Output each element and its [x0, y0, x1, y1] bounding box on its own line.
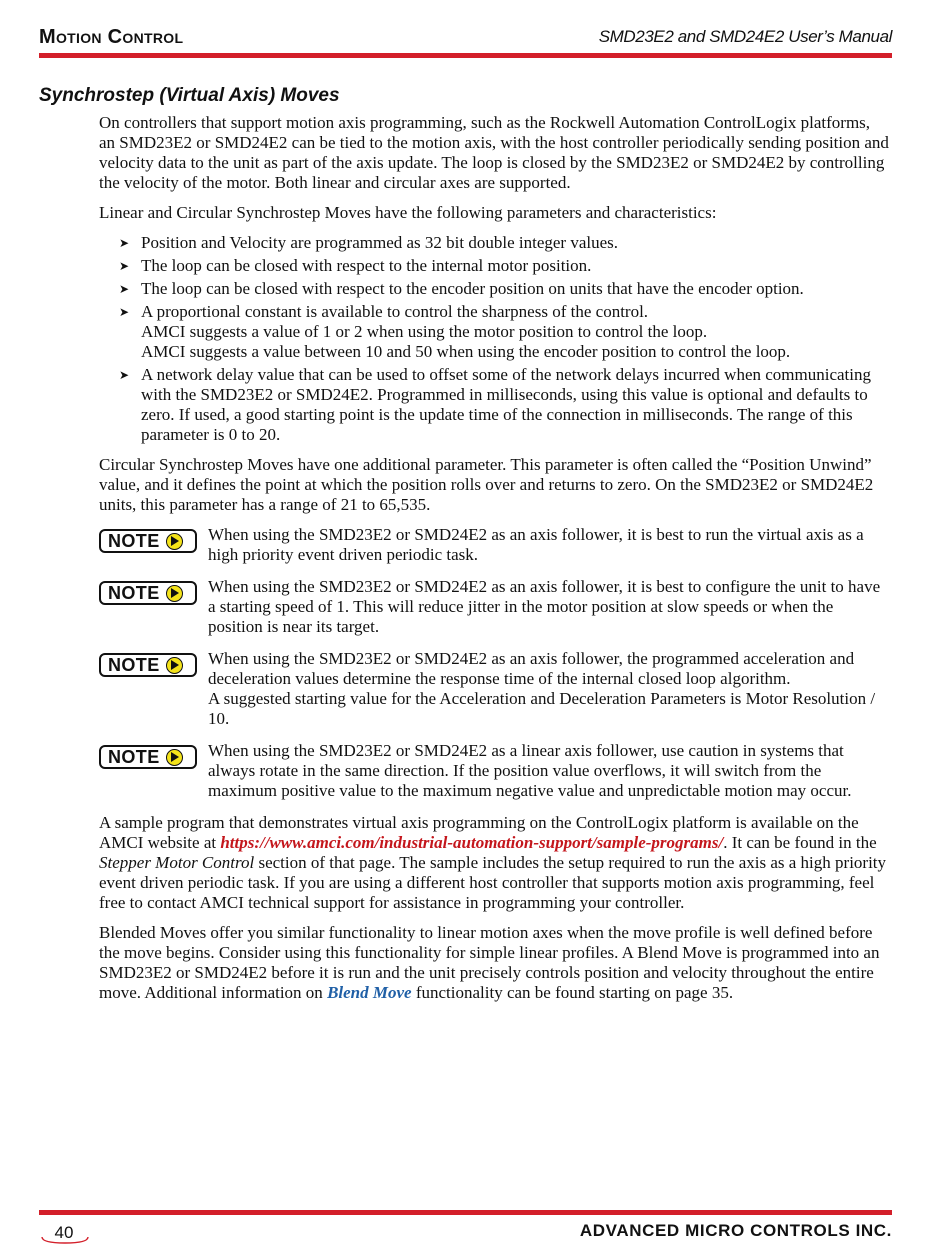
list-item-text: A network delay value that can be used to offset some of the network delays incurred when communicating with the SMD23E2 or SMD24E2. Programmed in milliseconds, using this value is optional and defaults to zero. If used, a good starting point is the update time of the connection in milliseconds. The range of this parameter is 0 to 20. — [141, 365, 871, 444]
blend-text: Blended Moves offer you similar functionality to linear motion axes when the move profile is well defined before the move begins. Consider using this functionality for simple linear profiles. A Blend Move is programmed into an SMD23E2 or SMD24E2 before it is run and the unit precisely controls position and velocity throughout the entire move. Additional information on — [99, 923, 880, 1002]
header-section-name: Motion Control — [39, 26, 184, 48]
note-badge — [99, 745, 197, 769]
sample-program-paragraph — [99, 813, 890, 913]
params-intro-paragraph: Linear and Circular Synchrostep Moves have the following parameters and characteristics: — [99, 203, 717, 222]
circular-paragraph: Circular Synchrostep Moves have one additional parameter. This parameter is often called the “Position Unwind” value, and it defines the point at which the position rolls over and returns to zero. On the SMD23E2 or SMD24E2 units, this parameter has a range of 21 to 65,535. — [99, 455, 874, 514]
note-block — [99, 577, 890, 637]
note-badge — [99, 581, 197, 605]
bullet-arrow-icon: ➤ — [119, 282, 130, 296]
note-label: NOTE — [108, 747, 160, 767]
note-block — [99, 649, 890, 729]
arrow-right-circle-icon — [166, 657, 183, 674]
list-item-text: The loop can be closed with respect to the encoder position on units that have the encoder option. — [141, 279, 804, 298]
blend-paragraph — [99, 923, 890, 1003]
bullet-arrow-icon: ➤ — [119, 236, 130, 250]
sample-programs-link[interactable]: https://www.amci.com/industrial-automation-support/sample-programs/ — [220, 833, 724, 852]
footer-company: ADVANCED MICRO CONTROLS INC. — [579, 1221, 892, 1240]
sample-text: A sample program that demonstrates virtual axis programming on the ControlLogix platform is available on the AMCI website at — [99, 813, 859, 852]
list-item-text: The loop can be closed with respect to the internal motor position. — [141, 256, 592, 275]
note-text-line: When using the SMD23E2 or SMD24E2 as an axis follower, the programmed acceleration and deceleration values determine the response time of the internal closed loop algorithm. — [208, 649, 855, 688]
note-label: NOTE — [108, 531, 160, 551]
list-item — [99, 302, 890, 362]
page-header — [39, 24, 892, 52]
blend-move-link[interactable]: Blend Move — [327, 983, 412, 1002]
arrow-right-circle-icon — [166, 533, 183, 550]
page-number-text: 40 — [54, 1223, 74, 1242]
arrow-right-circle-icon — [166, 585, 183, 602]
list-item — [99, 365, 890, 445]
arrow-right-circle-icon — [166, 749, 183, 766]
note-text — [208, 649, 890, 729]
note-block — [99, 525, 890, 565]
header-rule — [39, 53, 892, 58]
page-number — [40, 1222, 90, 1244]
note-text: When using the SMD23E2 or SMD24E2 as an axis follower, it is best to run the virtual axis as a high priority event driven periodic task. — [208, 525, 864, 564]
list-item-text: A proportional constant is available to control the sharpness of the control. — [141, 302, 649, 321]
list-item — [99, 256, 890, 276]
blend-text: functionality can be found starting on page 35. — [411, 983, 734, 1002]
list-item-text: AMCI suggests a value between 10 and 50 when using the encoder position to control the loop. — [141, 342, 791, 361]
list-item — [99, 279, 890, 299]
bullet-arrow-icon: ➤ — [119, 259, 130, 273]
bullet-arrow-icon: ➤ — [119, 305, 130, 319]
list-item — [99, 233, 890, 253]
note-badge — [99, 653, 197, 677]
bullet-arrow-icon: ➤ — [119, 368, 130, 382]
list-item-text: AMCI suggests a value of 1 or 2 when using the motor position to control the loop. — [141, 322, 708, 341]
section-title: Synchrostep (Virtual Axis) Moves — [39, 85, 340, 106]
sample-section-name: Stepper Motor Control — [99, 853, 255, 872]
note-label: NOTE — [108, 583, 160, 603]
sample-text: section of that page. The sample includes the setup required to run the axis as a high priority event driven periodic task. If you are using a different host controller that supports motion axis programming, feel free to contact AMCI technical support for assistance in programming your controller. — [99, 853, 887, 912]
main-content — [99, 113, 890, 1013]
header-manual-title: SMD23E2 and SMD24E2 User’s Manual — [598, 27, 892, 46]
note-block — [99, 741, 890, 801]
intro-paragraph: On controllers that support motion axis programming, such as the Rockwell Automation ControlLogix platforms, an SMD23E2 or SMD24E2 can be tied to the motion axis, with the host controller periodically sending position and velocity data to the unit as part of the axis update. The loop is closed by the SMD23E2 or SMD24E2 by controlling the velocity of the motor. Both linear and circular axes are supported. — [99, 113, 889, 192]
note-text-line: A suggested starting value for the Acceleration and Deceleration Parameters is Motor Resolution / 10. — [208, 689, 876, 728]
note-text: When using the SMD23E2 or SMD24E2 as an axis follower, it is best to configure the unit to have a starting speed of 1. This will reduce jitter in the motor position at slow speeds or when the position is near its target. — [208, 577, 881, 636]
note-text: When using the SMD23E2 or SMD24E2 as a linear axis follower, use caution in systems that always rotate in the same direction. If the position value overflows, it will switch from the maximum positive value to the maximum negative value and unpredictable motion may occur. — [208, 741, 852, 800]
list-item-text: Position and Velocity are programmed as 32 bit double integer values. — [141, 233, 618, 252]
footer-rule — [39, 1210, 892, 1215]
note-badge — [99, 529, 197, 553]
sample-text: . It can be found in the — [723, 833, 877, 852]
parameter-list — [99, 233, 890, 445]
note-label: NOTE — [108, 655, 160, 675]
